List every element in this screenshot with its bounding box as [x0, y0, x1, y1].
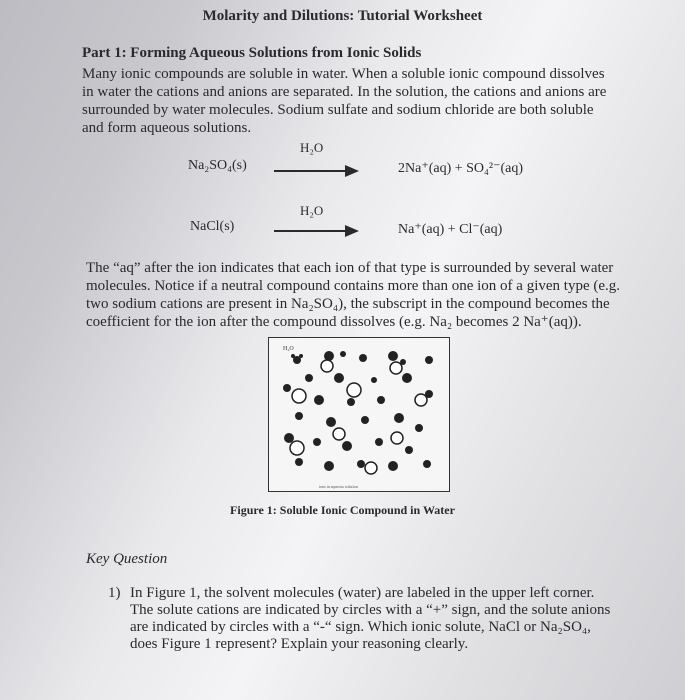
intro-line: and form aqueous solutions.	[82, 120, 252, 136]
equation1-solvent: H₂O	[300, 140, 324, 155]
arrowhead-icon	[345, 225, 359, 237]
equation2-reactant: NaCl(s)	[190, 219, 235, 234]
figure-bottom-label: ions in aqueous solution	[319, 484, 358, 489]
explanation-line: molecules. Notice if a neutral compound contains more than one ion of a given type (e.g.	[86, 278, 621, 294]
equation2-products: Na⁺(aq) + Cl⁻(aq)	[398, 222, 503, 237]
explanation-paragraph	[86, 259, 646, 331]
intro-line: Many ionic compounds are soluble in water. When a soluble ionic compound dissolves	[82, 66, 605, 82]
question-line: In Figure 1, the solvent molecules (water) are labeled in the upper left corner.	[130, 585, 595, 601]
figure-1-diagram	[268, 337, 450, 492]
water-label: H₂O	[283, 346, 294, 352]
question-line: does Figure 1 represent? Explain your reasoning clearly.	[130, 636, 469, 652]
question-line: The solute cations are indicated by circles with a “+” sign, and the solute anions	[130, 602, 611, 618]
part1-intro	[82, 65, 642, 137]
solution-diagram-svg	[269, 338, 449, 491]
intro-line: surrounded by water molecules. Sodium sulfate and sodium chloride are both soluble	[82, 102, 594, 118]
worksheet-title: Molarity and Dilutions: Tutorial Worksheet	[202, 8, 483, 24]
part1-heading: Part 1: Forming Aqueous Solutions from Ionic Solids	[82, 45, 422, 61]
question-text	[130, 585, 630, 653]
equation1-reactant: Na₂SO₄(s)	[188, 158, 247, 173]
figure-caption: Figure 1: Soluble Ionic Compound in Water	[230, 503, 455, 517]
key-question-heading: Key Question	[86, 551, 168, 567]
explanation-line: two sodium cations are present in Na₂SO₄), the subscript in the compound becomes the	[86, 296, 610, 312]
question-number: 1)	[108, 585, 121, 601]
arrowhead-icon	[345, 165, 359, 177]
explanation-line: The “aq” after the ion indicates that each ion of that type is surrounded by several water	[86, 260, 614, 276]
equation2-solvent: H₂O	[300, 203, 324, 218]
intro-line: in water the cations and anions are separated. In the solution, the cations and anions are	[82, 84, 607, 100]
question-line: are indicated by circles with a “-“ sign. Which ionic solute, NaCl or Na₂SO₄,	[130, 619, 591, 635]
reaction-arrow	[274, 170, 346, 172]
reaction-arrow	[274, 230, 346, 232]
equation1-products: 2Na⁺(aq) + SO₄²⁻(aq)	[398, 161, 524, 176]
explanation-line: coefficient for the ion after the compound dissolves (e.g. Na₂ becomes 2 Na⁺(aq)).	[86, 314, 582, 330]
